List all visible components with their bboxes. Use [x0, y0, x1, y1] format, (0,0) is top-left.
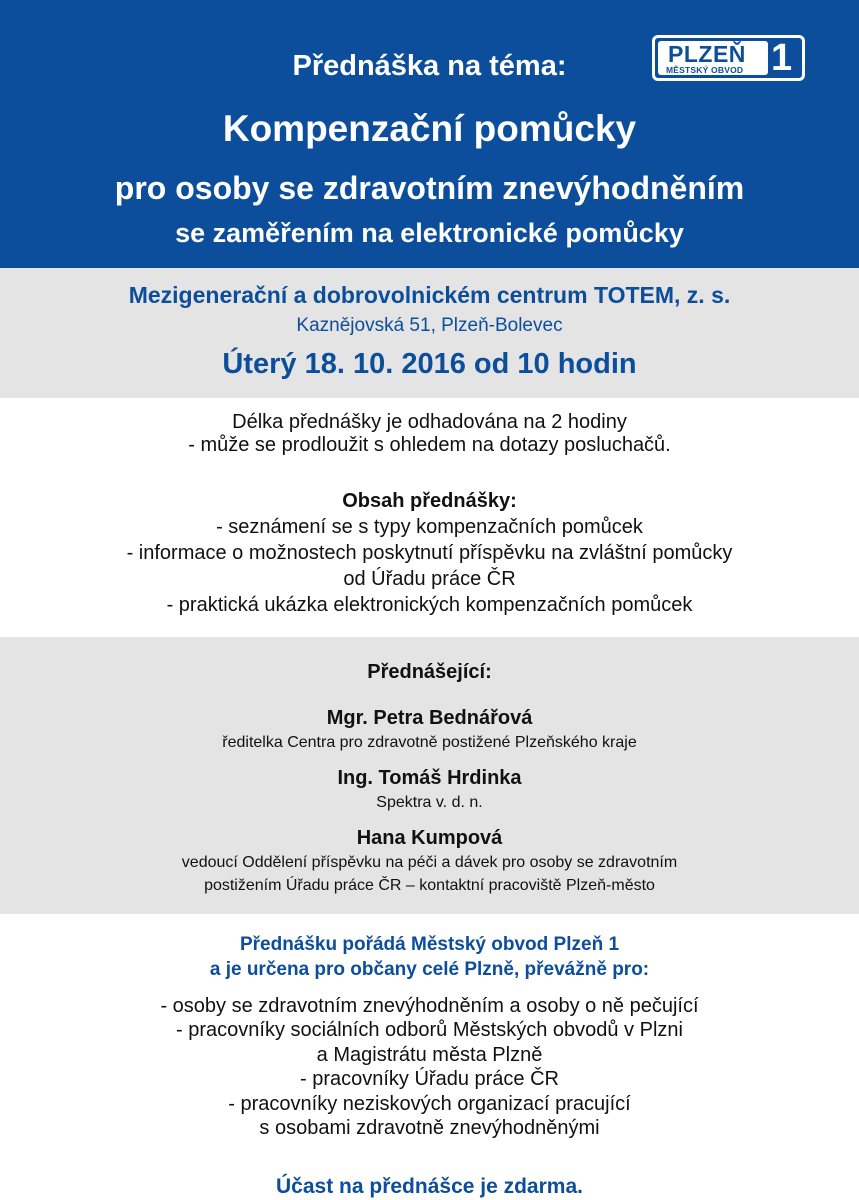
lecturer-name: Ing. Tomáš Hrdinka	[337, 767, 522, 789]
logo-plate	[658, 41, 768, 75]
audience-item: - pracovníky sociálních odborů Městských obvodů v Plzni	[176, 1019, 683, 1042]
logo-city: PLZEŇ	[668, 41, 746, 67]
title-sub: pro osoby se zdravotním znevýhodněním	[114, 170, 745, 206]
audience-item: - pracovníky neziskových organizací pracující	[228, 1092, 631, 1115]
lecturer-name: Mgr. Petra Bednářová	[326, 707, 533, 729]
audience-item: s osobami zdravotně znevýhodněnými	[259, 1117, 600, 1140]
logo-subtitle: MĚSTSKÝ OBVOD	[666, 65, 744, 75]
organizer-note	[0, 932, 859, 982]
duration-line: Délka přednášky je odhadována na 2 hodiny	[232, 411, 627, 433]
logo-number: 1	[771, 37, 793, 79]
venue-name: Mezigenerační a dobrovolnickém centrum TOTEM, z. s.	[128, 282, 731, 308]
contents-item: - informace o možnostech poskytnutí příspěvku na zvláštní pomůcky	[126, 542, 733, 564]
organizer-line: a je určena pro občany celé Plzně, převážně pro:	[209, 959, 650, 980]
duration-note: - může se prodloužit s ohledem na dotazy posluchačů.	[188, 434, 671, 456]
lecturer-role: vedoucí Oddělení příspěvku na péči a dávek pro osoby se zdravotním	[181, 854, 678, 871]
contents-item: - praktická ukázka elektronických kompenzačních pomůcek	[166, 594, 693, 616]
lecturer-role: postižením Úřadu práce ČR – kontaktní pracoviště Plzeň-město	[204, 877, 655, 894]
event-date: Úterý 18. 10. 2016 od 10 hodin	[222, 348, 637, 380]
plzen-1-logo	[652, 35, 805, 81]
venue-address: Kaznějovská 51, Plzeň-Bolevec	[296, 315, 563, 336]
lecturer-role: ředitelka Centra pro zdravotně postižené Plzeňského kraje	[222, 734, 637, 751]
contents-heading: Obsah přednášky:	[342, 490, 517, 512]
contents-item: od Úřadu práce ČR	[343, 568, 516, 590]
title-sub2: se zaměřením na elektronické pomůcky	[175, 218, 684, 248]
lecturer-role: Spektra v. d. n.	[376, 794, 483, 811]
lecturers-heading: Přednášející:	[367, 661, 492, 683]
contents-item: - seznámení se s typy kompenzačních pomůcek	[216, 516, 643, 538]
organizer-line: Přednášku pořádá Městský obvod Plzeň 1	[239, 934, 620, 955]
audience-item: - pracovníky Úřadu práce ČR	[300, 1068, 559, 1091]
venue-panel	[0, 268, 859, 398]
lecturer-name: Hana Kumpová	[356, 827, 503, 849]
title-intro: Přednáška na téma:	[292, 50, 567, 82]
audience-item: a Magistrátu města Plzně	[316, 1043, 543, 1066]
header-banner	[0, 0, 859, 268]
audience-item: - osoby se zdravotním znevýhodněním a osoby o ně pečující	[160, 995, 699, 1017]
duration-section	[0, 411, 859, 457]
title-main: Kompenzační pomůcky	[222, 108, 637, 149]
free-admission: Účast na přednášce je zdarma.	[276, 1175, 583, 1198]
lecturers-panel	[0, 637, 859, 914]
audience-list	[0, 994, 859, 1140]
contents-section	[0, 488, 859, 618]
